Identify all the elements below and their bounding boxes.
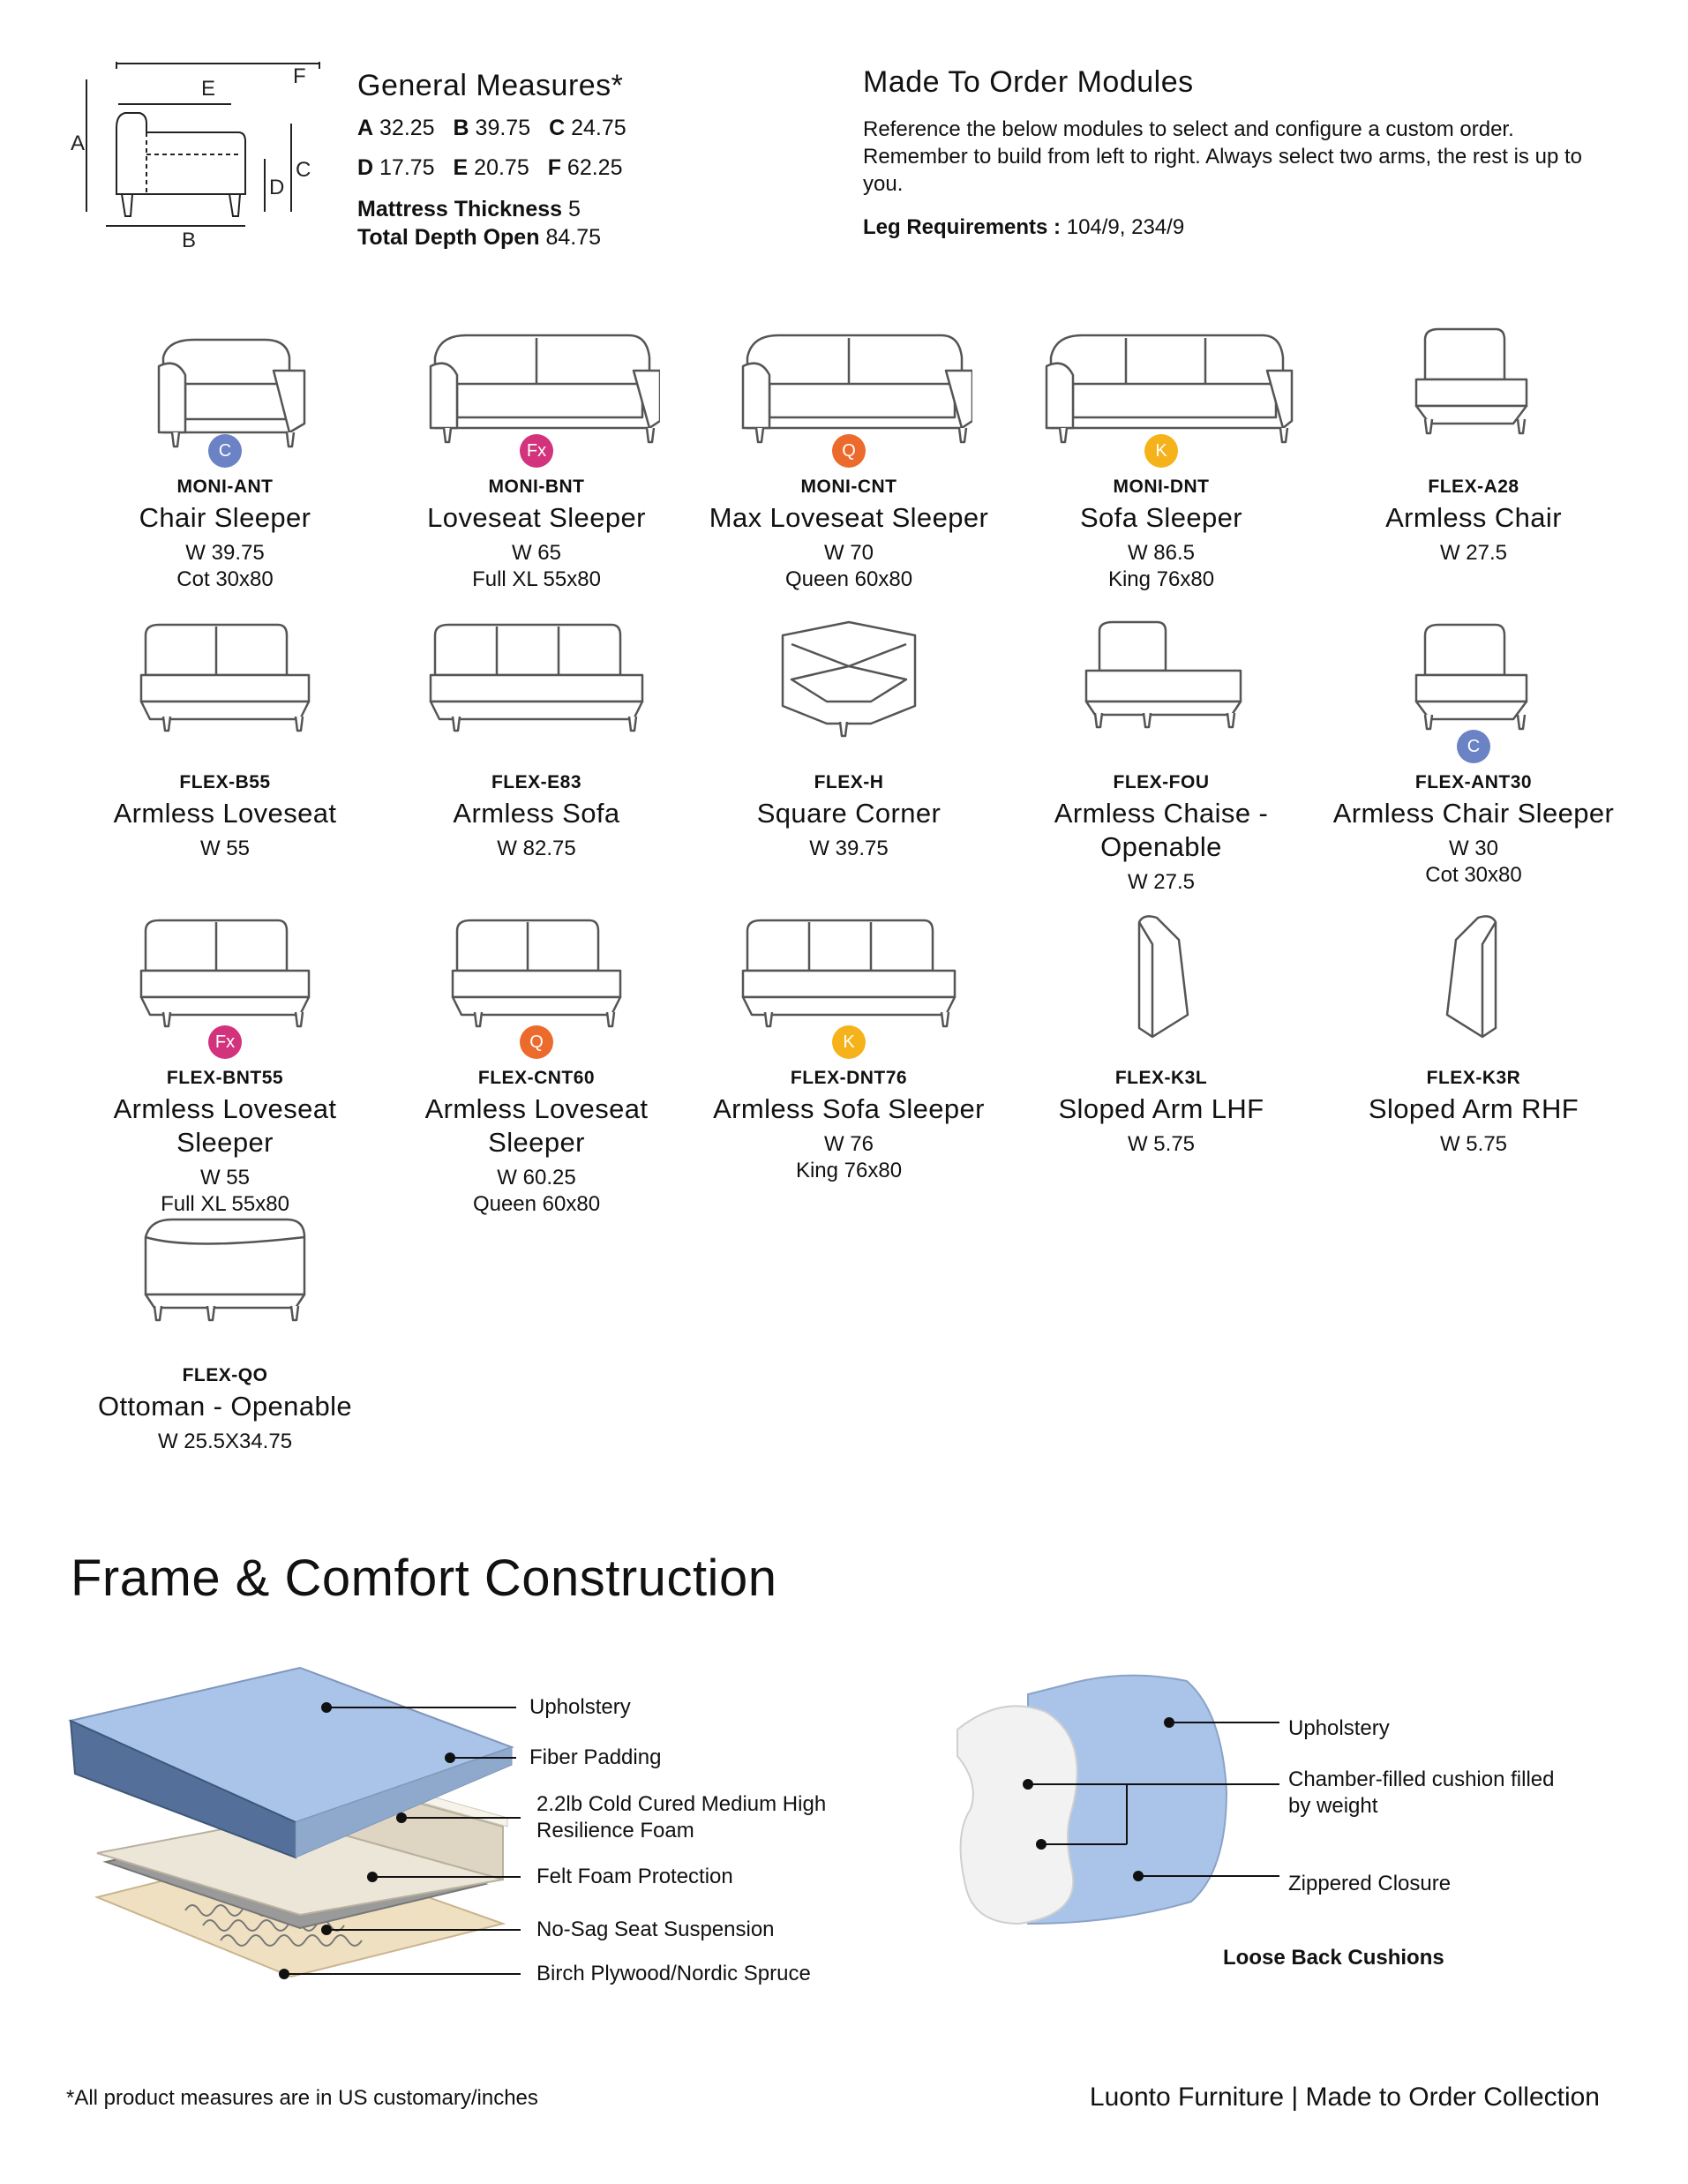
module-dimensions	[75, 540, 375, 593]
module-name: Armless Chaise - Openable	[1054, 798, 1269, 862]
module-moni-cnt	[699, 322, 999, 593]
dim-label-e: E	[201, 77, 216, 101]
module-dimensions	[386, 540, 686, 593]
module-name: Sofa Sleeper	[1079, 502, 1243, 533]
module-dimensions	[1011, 1131, 1311, 1158]
dimension-line: King 76x80	[1107, 567, 1215, 591]
module-code: FLEX-K3L	[1114, 1068, 1208, 1088]
module-name: Armless Loveseat Sleeper	[424, 1093, 649, 1158]
module-flex-qo	[75, 1211, 375, 1455]
dimension-line: King 76x80	[795, 1159, 903, 1182]
module-dimensions	[699, 1131, 999, 1184]
armless-loveseat-sleeper-icon	[75, 913, 375, 1059]
module-name: Sloped Arm LHF	[1058, 1093, 1264, 1124]
made-to-order-description: Reference the below modules to select and configure a custom order. Remember to build from left to right. Always select two arms, the rest is up to you.	[863, 117, 1582, 196]
module-name: Armless Sofa	[453, 798, 620, 829]
module-code: MONI-CNT	[800, 477, 897, 497]
dimension-line: W 55	[199, 837, 250, 860]
module-dimensions	[386, 1165, 686, 1218]
module-name: Loveseat Sleeper	[427, 502, 646, 533]
brand-footer: Luonto Furniture | Made to Order Collection	[1089, 2083, 1600, 2112]
module-dimensions	[1011, 869, 1311, 896]
module-name: Armless Chair Sleeper	[1332, 798, 1615, 829]
module-dimensions	[386, 836, 686, 862]
size-badge: C	[1457, 730, 1490, 763]
leg-requirements: Leg Requirements : 104/9, 234/9	[863, 215, 1185, 239]
module-moni-bnt	[386, 322, 686, 593]
dimension-line: W 39.75	[185, 541, 265, 565]
module-flex-dnt76	[699, 913, 999, 1184]
seat-label-foam: 2.2lb Cold Cured Medium High Resilience Foam	[536, 1792, 827, 1843]
module-name: Armless Loveseat Sleeper	[113, 1093, 337, 1158]
module-flex-a28	[1324, 322, 1624, 567]
module-dimensions	[75, 1429, 375, 1455]
module-dimensions	[699, 540, 999, 593]
module-dimensions	[1324, 836, 1624, 889]
sloped-arm-lhf-icon	[1011, 913, 1311, 1059]
module-name: Sloped Arm RHF	[1368, 1093, 1579, 1124]
dimension-line: W 60.25	[497, 1166, 576, 1190]
dimension-line: W 82.75	[497, 837, 576, 860]
back-cushion-diagram	[922, 1659, 1293, 1977]
dim-label-a: A	[71, 131, 86, 155]
module-code: FLEX-K3R	[1426, 1068, 1521, 1088]
footnote: *All product measures are in US customary/inches	[66, 2086, 538, 2110]
max-loveseat-sleeper-icon	[699, 322, 999, 468]
cushion-label-zippered-closure: Zippered Closure	[1288, 1872, 1452, 1895]
size-badge: K	[832, 1025, 866, 1059]
general-measures-title: General Measures*	[357, 69, 624, 102]
module-code: FLEX-QO	[182, 1365, 268, 1385]
dim-label-b: B	[182, 229, 197, 252]
dimension-line: W 86.5	[1127, 541, 1196, 565]
module-name: Armless Sofa Sleeper	[713, 1093, 985, 1124]
module-name: Armless Loveseat	[113, 798, 337, 829]
general-measures-diagram	[71, 62, 335, 256]
module-code: FLEX-B55	[179, 772, 271, 792]
measures-row-1: A 32.25 B 39.75 C 24.75	[357, 116, 626, 140]
measures-row-2: D 17.75 E 20.75 F 62.25	[357, 155, 623, 180]
dimension-line: W 5.75	[1439, 1132, 1508, 1156]
armless-sofa-icon	[386, 618, 686, 763]
module-code: FLEX-H	[814, 772, 884, 792]
module-code: FLEX-BNT55	[166, 1068, 284, 1088]
dimension-line: Full XL 55x80	[472, 567, 601, 591]
module-flex-k3l	[1011, 913, 1311, 1158]
construction-title: Frame & Comfort Construction	[71, 1550, 777, 1607]
seat-label-felt: Felt Foam Protection	[536, 1865, 733, 1888]
size-badge: Q	[520, 1025, 553, 1059]
total-depth-open: Total Depth Open 84.75	[357, 225, 601, 250]
loose-back-cushions-caption: Loose Back Cushions	[1223, 1946, 1444, 1970]
module-name: Max Loveseat Sleeper	[709, 502, 989, 533]
module-dimensions	[1011, 540, 1311, 593]
dimension-line: W 25.5X34.75	[157, 1430, 293, 1453]
dim-label-d: D	[269, 176, 285, 199]
dim-label-c: C	[296, 158, 311, 182]
module-moni-ant	[75, 322, 375, 593]
made-to-order-title: Made To Order Modules	[863, 65, 1194, 99]
module-code: FLEX-CNT60	[477, 1068, 596, 1088]
chair-sleeper-icon	[75, 322, 375, 468]
sofa-sleeper-icon	[1011, 322, 1311, 468]
size-badge: Q	[832, 434, 866, 468]
module-flex-cnt60	[386, 913, 686, 1218]
module-code: MONI-ANT	[176, 477, 274, 497]
general-measures	[357, 69, 710, 251]
module-flex-fou	[1011, 618, 1311, 896]
module-moni-dnt	[1011, 322, 1311, 593]
size-badge: K	[1144, 434, 1178, 468]
sloped-arm-rhf-icon	[1324, 913, 1624, 1059]
armless-chaise-icon	[1011, 618, 1311, 763]
mattress-thickness: Mattress Thickness 5	[357, 197, 581, 221]
module-flex-h	[699, 618, 999, 862]
ottoman-icon	[75, 1211, 375, 1356]
module-dimensions	[1324, 1131, 1624, 1158]
dimension-line: Queen 60x80	[472, 1192, 601, 1216]
seat-label-plywood: Birch Plywood/Nordic Spruce	[536, 1962, 811, 1985]
module-flex-b55	[75, 618, 375, 862]
dimension-line: W 70	[823, 541, 874, 565]
module-name: Square Corner	[756, 798, 942, 829]
module-dimensions	[75, 836, 375, 862]
dimension-line: W 76	[823, 1132, 874, 1156]
module-code: FLEX-ANT30	[1414, 772, 1533, 792]
module-code: MONI-BNT	[488, 477, 585, 497]
armless-chair-sleeper-icon	[1324, 618, 1624, 763]
dim-label-f: F	[293, 64, 306, 88]
module-flex-e83	[386, 618, 686, 862]
dimension-line: Queen 60x80	[784, 567, 913, 591]
module-code: MONI-DNT	[1113, 477, 1210, 497]
dimension-line: Cot 30x80	[1425, 863, 1522, 887]
seat-construction-diagram	[62, 1659, 538, 2030]
cushion-label-chamber-filled: Chamber-filled cushion filled by weight	[1288, 1767, 1555, 1818]
module-code: FLEX-DNT76	[790, 1068, 908, 1088]
module-code: FLEX-E83	[491, 772, 582, 792]
module-flex-ant30	[1324, 618, 1624, 889]
armless-sofa-sleeper-icon	[699, 913, 999, 1059]
size-badge: C	[208, 434, 242, 468]
armless-loveseat-sleeper-q-icon	[386, 913, 686, 1059]
size-badge: Fx	[520, 434, 553, 468]
module-flex-bnt55	[75, 913, 375, 1218]
module-code: FLEX-A28	[1428, 477, 1519, 497]
cushion-label-upholstery: Upholstery	[1288, 1716, 1390, 1740]
seat-label-upholstery: Upholstery	[529, 1695, 631, 1719]
dimension-line: W 5.75	[1127, 1132, 1196, 1156]
armless-loveseat-icon	[75, 618, 375, 763]
module-code: FLEX-FOU	[1113, 772, 1210, 792]
seat-label-fiber-padding: Fiber Padding	[529, 1745, 662, 1769]
module-dimensions	[699, 836, 999, 862]
dimension-line: W 39.75	[809, 837, 889, 860]
dimension-line: W 65	[511, 541, 561, 565]
module-name: Ottoman - Openable	[97, 1391, 353, 1422]
upholstery-top	[71, 1668, 512, 1822]
module-name: Armless Chair	[1385, 502, 1562, 533]
dimension-line: Cot 30x80	[176, 567, 274, 591]
dimension-line: W 27.5	[1127, 870, 1196, 894]
dimension-line: Full XL 55x80	[161, 1192, 289, 1216]
dimension-line: W 55	[199, 1166, 250, 1190]
module-dimensions	[1324, 540, 1624, 567]
dimension-line: W 27.5	[1439, 541, 1508, 565]
module-dimensions	[75, 1165, 375, 1218]
size-badge: Fx	[208, 1025, 242, 1059]
armless-chair-icon	[1324, 322, 1624, 468]
square-corner-icon	[699, 618, 999, 763]
module-flex-k3r	[1324, 913, 1624, 1158]
module-name: Chair Sleeper	[139, 502, 311, 533]
loveseat-sleeper-icon	[386, 322, 686, 468]
dimension-line: W 30	[1448, 837, 1498, 860]
made-to-order-section	[863, 65, 1622, 240]
seat-label-suspension: No-Sag Seat Suspension	[536, 1918, 775, 1941]
